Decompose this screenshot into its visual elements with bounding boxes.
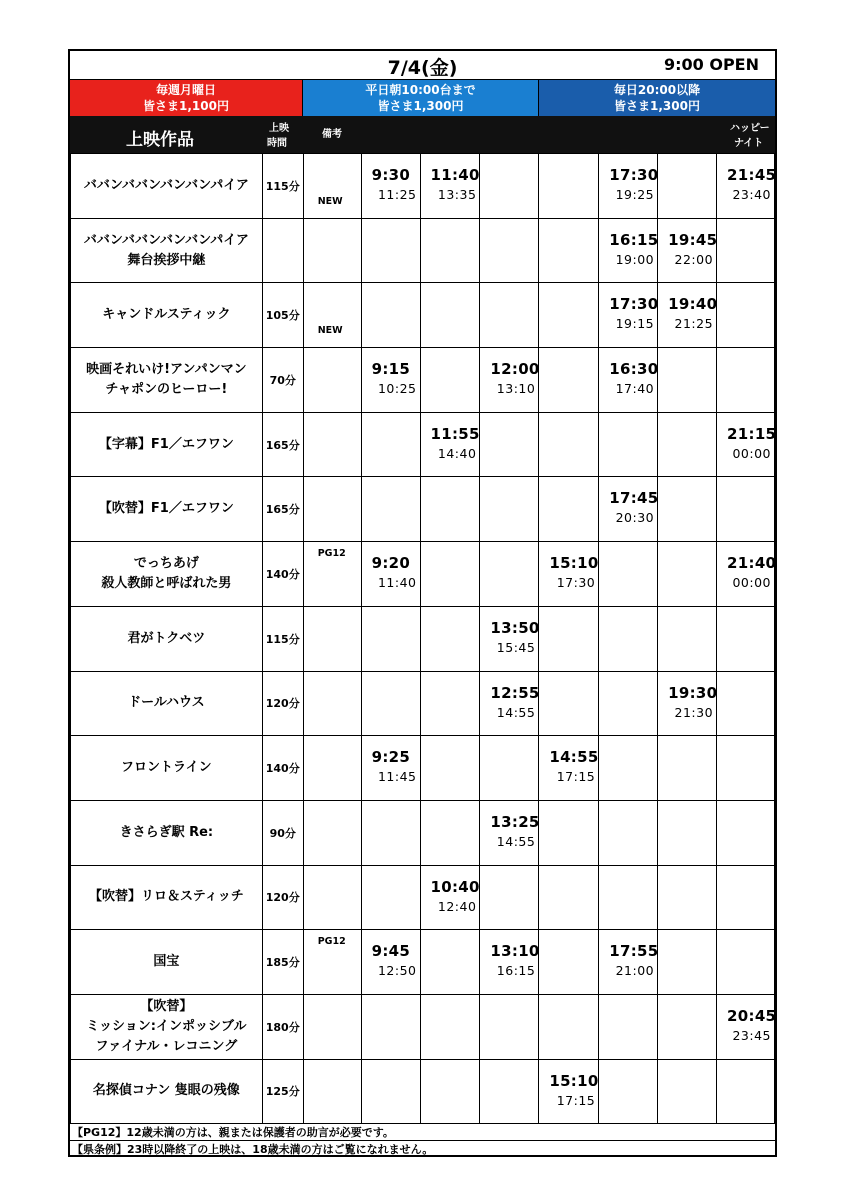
time-slot-cell <box>658 606 717 671</box>
time-slot-cell <box>658 542 717 607</box>
time-slot-cell <box>420 348 480 413</box>
movie-row <box>71 865 775 930</box>
movie-length: 70分 <box>262 348 303 413</box>
time-slot-cell <box>480 412 539 477</box>
movie-length: 165分 <box>262 477 303 542</box>
movie-note-cell <box>303 542 361 607</box>
showtime[interactable] <box>599 218 658 283</box>
movie-note-cell <box>303 348 361 413</box>
movie-title <box>71 283 263 348</box>
movie-note-cell <box>303 477 361 542</box>
movie-note-cell <box>303 994 361 1059</box>
discount-weekday-morning <box>303 80 539 116</box>
showtime-end: 12:40 <box>437 898 477 914</box>
movie-title-line: 君がトクベツ <box>127 630 206 646</box>
movie-title-line: ババンババンバンバンパイア <box>83 177 249 193</box>
movie-row <box>71 283 775 348</box>
showtime-start: 10:40 <box>430 877 480 896</box>
showtime-end: 11:45 <box>377 769 417 785</box>
time-slot-cell <box>420 671 480 736</box>
movie-row <box>71 542 775 607</box>
movie-row <box>71 800 775 865</box>
showtime-end: 17:15 <box>556 769 596 785</box>
showtime[interactable] <box>658 671 717 736</box>
showtime-end: 10:25 <box>377 381 417 397</box>
movie-length: 115分 <box>262 154 303 219</box>
showtime-end: 00:00 <box>732 575 771 591</box>
movie-title-line: 【吹替】F1／エフワン <box>98 501 234 517</box>
column-title: 上映作品 <box>126 130 194 150</box>
time-slot-cell <box>539 348 599 413</box>
movie-length: 140分 <box>262 736 303 801</box>
movie-title <box>71 477 263 542</box>
showtime-start: 9:20 <box>371 554 411 573</box>
time-slot-cell <box>658 800 717 865</box>
time-slot-cell <box>658 930 717 995</box>
showtime[interactable] <box>717 542 775 607</box>
time-slot-cell <box>361 477 420 542</box>
movie-length: 115分 <box>262 606 303 671</box>
showtime[interactable] <box>480 606 539 671</box>
time-slot-cell <box>717 736 775 801</box>
movie-note: PG12 <box>317 936 346 948</box>
movie-note-cell <box>303 1059 361 1124</box>
discount-price: 皆さま1,300円 <box>377 99 464 113</box>
column-length-2: 時間 <box>267 138 287 149</box>
time-slot-cell <box>599 412 658 477</box>
movie-title <box>71 930 263 995</box>
showtime[interactable] <box>717 994 775 1059</box>
movie-note-cell <box>303 930 361 995</box>
time-slot-cell <box>599 1059 658 1124</box>
showtime-end: 14:55 <box>496 704 536 720</box>
time-slot-cell <box>658 994 717 1059</box>
showtime-start: 13:50 <box>490 618 540 637</box>
showtime-start: 19:40 <box>668 295 718 314</box>
showtime-end: 19:00 <box>615 251 655 267</box>
column-length-1: 上映 <box>269 123 289 134</box>
showtime[interactable] <box>599 283 658 348</box>
discount-monday <box>70 80 303 116</box>
movie-row <box>71 994 775 1059</box>
showtime[interactable] <box>539 736 599 801</box>
movie-length: 120分 <box>262 865 303 930</box>
showtime[interactable] <box>599 477 658 542</box>
time-slot-cell <box>420 800 480 865</box>
showtime-end: 13:10 <box>496 381 536 397</box>
movie-title-line: フロントライン <box>121 760 212 776</box>
movie-length: 185分 <box>262 930 303 995</box>
showtime[interactable] <box>361 348 420 413</box>
movie-title-line: ドールハウス <box>128 695 205 711</box>
showtime[interactable] <box>361 736 420 801</box>
time-slot-cell <box>717 865 775 930</box>
showtime-end: 14:40 <box>437 445 477 461</box>
showtime-start: 19:30 <box>668 683 718 702</box>
movie-row <box>71 412 775 477</box>
time-slot-cell <box>361 800 420 865</box>
showtime-start: 9:45 <box>371 942 411 961</box>
showtime[interactable] <box>599 930 658 995</box>
time-slot-cell <box>420 542 480 607</box>
time-slot-cell <box>717 800 775 865</box>
movie-title-line: 名探偵コナン 隻眼の残像 <box>92 1083 240 1099</box>
schedule-table <box>70 153 775 1124</box>
time-slot-cell <box>717 283 775 348</box>
movie-row <box>71 930 775 995</box>
movie-title <box>71 412 263 477</box>
time-slot-cell <box>361 606 420 671</box>
showtime-start: 13:10 <box>490 942 540 961</box>
showtime-start: 11:40 <box>430 166 480 184</box>
showtime-start: 17:55 <box>609 942 659 961</box>
movie-title <box>71 606 263 671</box>
movie-note-cell <box>303 412 361 477</box>
movie-title-line: 【字幕】F1／エフワン <box>98 436 234 452</box>
movie-title <box>71 154 263 219</box>
showtime-start: 9:15 <box>371 360 411 379</box>
time-slot-cell <box>717 218 775 283</box>
time-slot-cell <box>420 930 480 995</box>
time-slot-cell <box>658 154 717 219</box>
showtime-end: 21:30 <box>674 704 714 720</box>
showtime[interactable] <box>599 348 658 413</box>
movie-row <box>71 1059 775 1124</box>
movie-title <box>71 994 263 1059</box>
movie-note-cell <box>303 283 361 348</box>
movie-title <box>71 348 263 413</box>
time-slot-cell <box>539 800 599 865</box>
showtime-start: 9:30 <box>371 166 411 184</box>
time-slot-cell <box>717 606 775 671</box>
showtime[interactable] <box>420 865 480 930</box>
movie-note-cell <box>303 865 361 930</box>
showtime-start: 17:30 <box>609 166 659 184</box>
showtime-end: 16:15 <box>496 963 536 979</box>
showtime-end: 19:15 <box>615 316 655 332</box>
time-slot-cell <box>539 283 599 348</box>
movie-title-line: 舞台挨拶中継 <box>127 252 206 268</box>
time-slot-cell <box>599 606 658 671</box>
column-header <box>70 116 775 153</box>
movie-title <box>71 800 263 865</box>
time-slot-cell <box>599 865 658 930</box>
discount-label: 毎週月曜日 <box>155 83 216 97</box>
showtime-end: 12:50 <box>377 963 417 979</box>
time-slot-cell <box>361 412 420 477</box>
movie-title <box>71 736 263 801</box>
showtime-end: 00:00 <box>732 445 771 461</box>
movie-title-line: 【吹替】リロ＆スティッチ <box>89 889 244 905</box>
discount-label: 毎日20:00以降 <box>613 83 701 97</box>
time-slot-cell <box>361 994 420 1059</box>
time-slot-cell <box>420 994 480 1059</box>
time-slot-cell <box>717 930 775 995</box>
time-slot-cell <box>480 283 539 348</box>
showtime-start: 12:55 <box>490 683 540 702</box>
time-slot-cell <box>658 412 717 477</box>
time-slot-cell <box>599 994 658 1059</box>
showtime[interactable] <box>599 154 658 219</box>
time-slot-cell <box>480 218 539 283</box>
showtime[interactable] <box>480 930 539 995</box>
time-slot-cell <box>599 542 658 607</box>
movie-title <box>71 542 263 607</box>
movie-title <box>71 1059 263 1124</box>
time-slot-cell <box>420 218 480 283</box>
time-slot-cell <box>420 283 480 348</box>
movie-length: 120分 <box>262 671 303 736</box>
movie-row <box>71 606 775 671</box>
movie-note: NEW <box>317 196 343 207</box>
time-slot-cell <box>361 865 420 930</box>
time-slot-cell <box>658 348 717 413</box>
movie-title-line: 殺人教師と呼ばれた男 <box>101 575 232 591</box>
movie-length: 165分 <box>262 412 303 477</box>
time-slot-cell <box>539 606 599 671</box>
time-slot-cell <box>361 1059 420 1124</box>
showtime-start: 12:00 <box>490 360 540 379</box>
column-happy-1: ハッピー <box>730 123 770 134</box>
movie-length: 180分 <box>262 994 303 1059</box>
time-slot-cell <box>539 930 599 995</box>
time-slot-cell <box>480 1059 539 1124</box>
showtime[interactable] <box>420 154 480 219</box>
showtime-end: 23:45 <box>732 1027 771 1043</box>
time-slot-cell <box>658 1059 717 1124</box>
movie-note-cell <box>303 606 361 671</box>
movie-row <box>71 218 775 283</box>
movie-note-cell <box>303 671 361 736</box>
time-slot-cell <box>599 736 658 801</box>
time-slot-cell <box>539 671 599 736</box>
showtime-start: 16:15 <box>609 230 659 249</box>
time-slot-cell <box>480 542 539 607</box>
time-slot-cell <box>539 865 599 930</box>
schedule-header <box>70 51 775 80</box>
showtime[interactable] <box>361 542 420 607</box>
showtime-end: 15:45 <box>496 639 536 655</box>
discount-price: 皆さま1,100円 <box>143 99 229 113</box>
movie-note: NEW <box>317 325 343 337</box>
movie-row <box>71 477 775 542</box>
time-slot-cell <box>361 283 420 348</box>
movie-title-line: ミッション:インポッシブル <box>86 1018 247 1034</box>
showtime-start: 20:45 <box>727 1006 777 1025</box>
showtime-end: 17:40 <box>615 381 655 397</box>
movie-title-line: 映画それいけ!アンパンマン <box>86 361 247 377</box>
movie-row <box>71 736 775 801</box>
time-slot-cell <box>658 736 717 801</box>
showtime[interactable] <box>480 348 539 413</box>
showtime[interactable] <box>658 218 717 283</box>
time-slot-cell <box>480 994 539 1059</box>
time-slot-cell <box>717 1059 775 1124</box>
showtime-start: 15:10 <box>549 554 599 573</box>
schedule-date: 7/4(金) <box>387 57 458 79</box>
showtime-start: 17:45 <box>609 489 659 508</box>
time-slot-cell <box>420 477 480 542</box>
movie-row <box>71 154 775 219</box>
showtime[interactable] <box>420 412 480 477</box>
footer-pg12: 【PG12】12歳未満の方は、親または保護者の助言が必要です。 <box>70 1123 775 1140</box>
showtime-start: 16:30 <box>609 360 659 379</box>
movie-title-line: 国宝 <box>153 954 180 970</box>
showtime-start: 11:55 <box>430 424 480 443</box>
time-slot-cell <box>420 1059 480 1124</box>
time-slot-cell <box>658 477 717 542</box>
showtime[interactable] <box>480 800 539 865</box>
column-note: 備考 <box>322 129 342 140</box>
time-slot-cell <box>539 218 599 283</box>
time-slot-cell <box>539 412 599 477</box>
showtime[interactable] <box>480 671 539 736</box>
column-happy-2: ナイト <box>734 138 764 149</box>
movie-title <box>71 671 263 736</box>
showtime[interactable] <box>539 1059 599 1124</box>
showtime[interactable] <box>658 283 717 348</box>
movie-title-line: ファイナル・レコニング <box>95 1038 238 1054</box>
showtime-start: 15:10 <box>549 1071 599 1090</box>
showtime-start: 21:45 <box>727 166 777 184</box>
showtime-end: 22:00 <box>674 251 714 267</box>
discount-price: 皆さま1,300円 <box>614 99 700 113</box>
showtime-start: 21:15 <box>727 424 777 443</box>
movie-title-line: 【吹替】 <box>140 998 193 1014</box>
movie-row <box>71 671 775 736</box>
movie-title-line: チャポンのヒーロー! <box>105 381 228 397</box>
movie-title-line: ババンババンバンバンパイア <box>83 232 249 248</box>
schedule-sheet <box>68 49 777 1157</box>
showtime-end: 21:25 <box>674 316 714 332</box>
movie-length: 105分 <box>262 283 303 348</box>
showtime-end: 19:25 <box>615 187 655 202</box>
time-slot-cell <box>539 477 599 542</box>
time-slot-cell <box>717 477 775 542</box>
movie-title-line: きさらぎ駅 Re: <box>119 824 214 840</box>
time-slot-cell <box>480 865 539 930</box>
time-slot-cell <box>539 154 599 219</box>
showtime-end: 14:55 <box>496 833 536 849</box>
showtime-end: 20:30 <box>615 510 655 526</box>
time-slot-cell <box>480 736 539 801</box>
movie-length: 140分 <box>262 542 303 607</box>
showtime-end: 23:40 <box>732 187 771 202</box>
time-slot-cell <box>361 218 420 283</box>
showtime[interactable] <box>717 412 775 477</box>
showtime[interactable] <box>361 154 420 219</box>
showtime-start: 19:45 <box>668 230 718 249</box>
time-slot-cell <box>717 348 775 413</box>
open-time: 9:00 OPEN <box>663 55 759 74</box>
time-slot-cell <box>717 671 775 736</box>
time-slot-cell <box>420 606 480 671</box>
showtime-end: 17:15 <box>556 1092 596 1108</box>
movie-note-cell <box>303 154 361 219</box>
movie-title <box>71 218 263 283</box>
time-slot-cell <box>599 800 658 865</box>
footer-ordinance: 【県条例】23時以降終了の上映は、18歳未満の方はご覧になれません。 <box>70 1140 775 1157</box>
showtime-start: 21:40 <box>727 554 777 573</box>
time-slot-cell <box>539 994 599 1059</box>
showtime-end: 17:30 <box>556 575 596 591</box>
movie-length: 125分 <box>262 1059 303 1124</box>
movie-length: 90分 <box>262 800 303 865</box>
showtime-start: 14:55 <box>549 748 599 767</box>
movie-title <box>71 865 263 930</box>
discount-evening <box>539 80 775 116</box>
discount-label: 平日朝10:00台まで <box>365 83 476 97</box>
movie-note: PG12 <box>317 548 346 560</box>
showtime-start: 17:30 <box>609 295 659 314</box>
movie-title-line: でっちあげ <box>133 555 199 571</box>
movie-note-cell <box>303 736 361 801</box>
time-slot-cell <box>361 671 420 736</box>
showtime-end: 11:25 <box>377 187 417 202</box>
showtime[interactable] <box>717 154 775 219</box>
showtime-end: 11:40 <box>377 575 417 591</box>
movie-note-cell <box>303 218 361 283</box>
time-slot-cell <box>420 736 480 801</box>
movie-row <box>71 348 775 413</box>
showtime-start: 13:25 <box>490 812 540 831</box>
time-slot-cell <box>599 671 658 736</box>
time-slot-cell <box>480 154 539 219</box>
showtime[interactable] <box>539 542 599 607</box>
showtime-start: 9:25 <box>371 748 411 767</box>
time-slot-cell <box>480 477 539 542</box>
time-slot-cell <box>658 865 717 930</box>
showtime[interactable] <box>361 930 420 995</box>
showtime-end: 13:35 <box>437 187 477 202</box>
showtime-end: 21:00 <box>615 963 655 979</box>
movie-note-cell <box>303 800 361 865</box>
movie-length <box>262 218 303 283</box>
movie-title-line: キャンドルスティック <box>102 307 231 323</box>
